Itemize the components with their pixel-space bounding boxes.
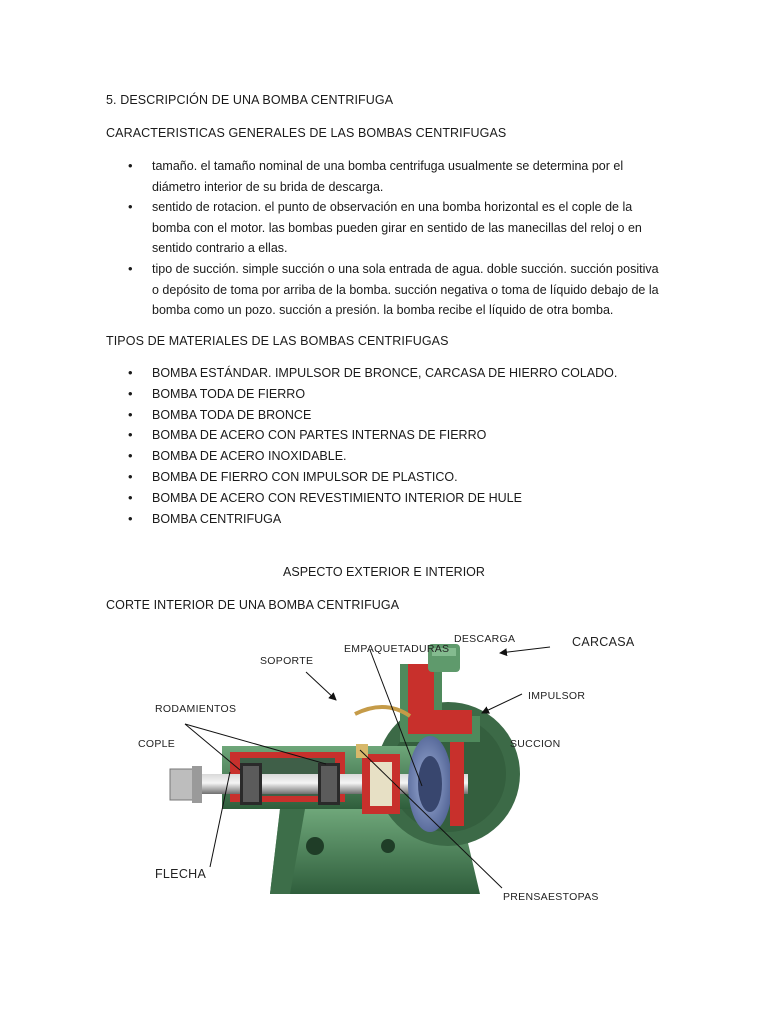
label-carcasa: CARCASA	[572, 635, 635, 649]
cut-title: CORTE INTERIOR DE UNA BOMBA CENTRIFUGA	[106, 598, 400, 612]
label-cople: COPLE	[138, 738, 176, 750]
list-item: • BOMBA DE ACERO CON REVESTIMIENTO INTERIOR DE HULE	[106, 488, 666, 509]
label-soporte: SOPORTE	[260, 655, 314, 667]
list-item: • BOMBA DE ACERO INOXIDABLE.	[106, 446, 666, 467]
materials-heading: TIPOS DE MATERIALES DE LAS BOMBAS CENTRIFUGAS	[106, 334, 449, 348]
list-item: • BOMBA TODA DE FIERRO	[106, 384, 666, 405]
list-item: • BOMBA ESTÁNDAR. IMPULSOR DE BRONCE, CARCASA DE HIERRO COLADO.	[106, 363, 666, 384]
list-item: • BOMBA CENTRIFUGA	[106, 509, 666, 530]
list-item: • BOMBA TODA DE BRONCE	[106, 405, 666, 426]
label-descarga: DESCARGA	[454, 633, 516, 645]
list-item: • BOMBA DE FIERRO CON IMPULSOR DE PLASTICO.	[106, 467, 666, 488]
label-empaquetaduras: EMPAQUETADURAS	[344, 643, 450, 655]
list-item: • tamaño. el tamaño nominal de una bomba centrifuga usualmente se determina por el diámetro interior de su brida de descarga.	[106, 156, 666, 197]
list-item: • BOMBA DE ACERO CON PARTES INTERNAS DE FIERRO	[106, 425, 666, 446]
characteristics-heading: CARACTERISTICAS GENERALES DE LAS BOMBAS CENTRIFUGAS	[106, 126, 507, 140]
aspect-title: ASPECTO EXTERIOR E INTERIOR	[283, 565, 485, 579]
label-flecha: FLECHA	[155, 867, 207, 881]
list-item: • tipo de succión. simple succión o una sola entrada de agua. doble succión. succión positiva o depósito de toma por arriba de la bomba. succión negativa o toma de líquido debajo de la bomba como un pozo. succión a presión. la bomba recibe el líquido de otra bomba.	[106, 259, 666, 321]
label-impulsor: IMPULSOR	[528, 690, 586, 702]
pump-illustration	[130, 624, 642, 924]
materials-list	[106, 363, 666, 529]
label-succion: SUCCION	[510, 738, 561, 750]
label-prensaestopas: PRENSAESTOPAS	[503, 891, 599, 903]
section-title: 5. DESCRIPCIÓN DE UNA BOMBA CENTRIFUGA	[106, 93, 394, 107]
characteristics-list	[106, 156, 666, 321]
list-item: • sentido de rotacion. el punto de observación en una bomba horizontal es el cople de la bomba con el motor. las bombas pueden girar en sentido de las manecillas del reloj o en sentido contrario a ellas.	[106, 197, 666, 259]
label-rodamientos: RODAMIENTOS	[155, 703, 237, 715]
pump-cutaway-figure	[130, 624, 642, 924]
